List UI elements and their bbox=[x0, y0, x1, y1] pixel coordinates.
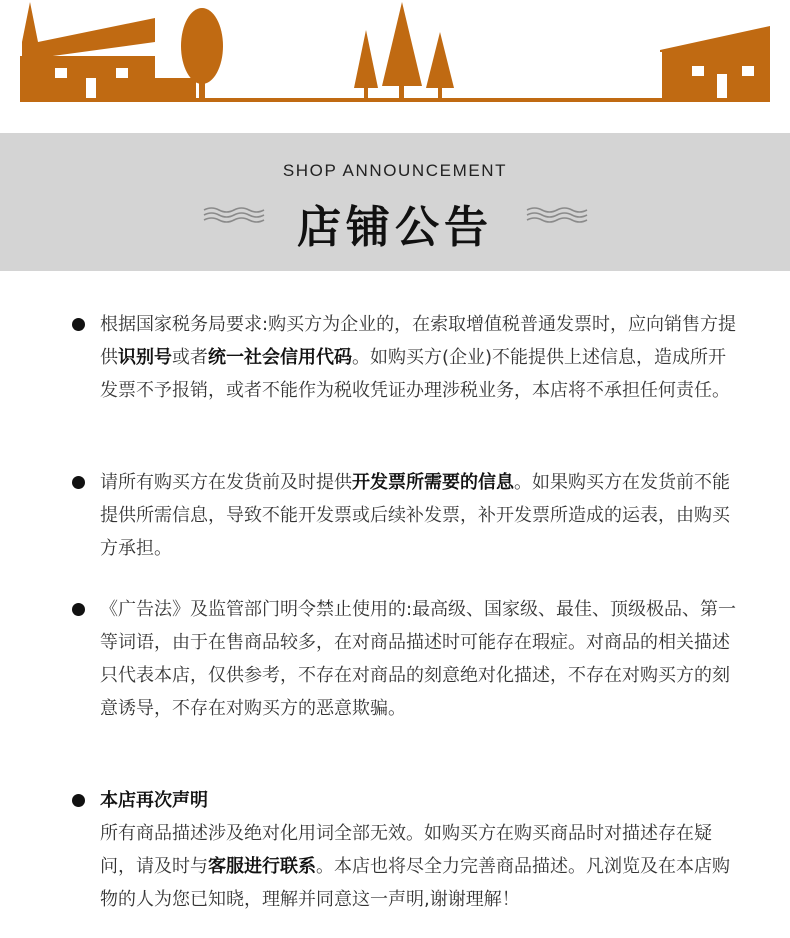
header-title-cn: 店铺公告 bbox=[297, 202, 493, 253]
notice-emphasis: 开发票所需要的信息 bbox=[352, 472, 514, 493]
pine-tree-icon bbox=[382, 2, 422, 86]
round-tree-icon bbox=[181, 8, 223, 84]
ground-line bbox=[20, 98, 770, 102]
notice-text-part: 根据国家税务局要求:购买方为企业的，在索取增值税普通发票时，应向销售方提供 bbox=[100, 314, 737, 368]
notice-emphasis: 客服进行联系 bbox=[208, 856, 316, 877]
notice-text-part: 或者 bbox=[172, 347, 208, 368]
notice-item bbox=[100, 784, 740, 916]
bullet-icon bbox=[72, 794, 85, 807]
bullet-icon bbox=[72, 318, 85, 331]
bullet-icon bbox=[72, 603, 85, 616]
notice-text-part: 。本店也将尽全力完善商品描述。凡浏览及在本店购物的人为您已知晓，理解并同意这一声明,谢谢理解！ bbox=[100, 856, 730, 910]
notice-text bbox=[100, 817, 740, 916]
left-house-roof-icon bbox=[22, 2, 38, 42]
right-house-roof-icon bbox=[660, 26, 770, 52]
bullet-icon bbox=[72, 476, 85, 489]
notice-item bbox=[100, 593, 740, 725]
notice-text-part: 请所有购买方在发货前及时提供 bbox=[100, 472, 352, 493]
announcement-header bbox=[0, 133, 790, 271]
notice-item bbox=[100, 308, 740, 407]
wave-right-icon bbox=[526, 205, 588, 225]
notice-item bbox=[100, 466, 740, 565]
notice-text bbox=[100, 308, 740, 407]
notice-text-part: 。如购买方(企业)不能提供上述信息，造成所开发票不予报销，或者不能作为税收凭证办理涉税业务，本店将不承担任何责任。 bbox=[100, 347, 730, 401]
notice-emphasis: 识别号 bbox=[118, 347, 172, 368]
notice-text-part: 所有商品描述涉及绝对化用词全部无效。如购买方在购买商品时对描述存在疑问，请及时与 bbox=[100, 823, 712, 877]
header-title-en: SHOP ANNOUNCEMENT bbox=[282, 161, 508, 180]
notice-heading: 本店再次声明 bbox=[100, 790, 208, 811]
pine-tree-icon bbox=[426, 32, 454, 88]
notice-text-part: 《广告法》及监管部门明令禁止使用的:最高级、国家级、最佳、顶级极品、第一等词语，由于在售商品较多，在对商品描述时可能存在瑕症。对商品的相关描述只代表本店，仅供参考，不存在对商品的刻意绝对化描述，不存在对购买方的刻意诱导，不存在对购买方的恶意欺骗。 bbox=[100, 599, 737, 719]
pine-tree-icon bbox=[354, 30, 378, 88]
notice-text bbox=[100, 593, 740, 725]
notice-emphasis: 统一社会信用代码 bbox=[208, 347, 352, 368]
notice-text-part: 。如果购买方在发货前不能提供所需信息，导致不能开发票或后续补发票，补开发票所造成的运表，由购买方承担。 bbox=[100, 472, 730, 559]
notice-text bbox=[100, 466, 740, 565]
banner-illustration bbox=[0, 0, 790, 115]
